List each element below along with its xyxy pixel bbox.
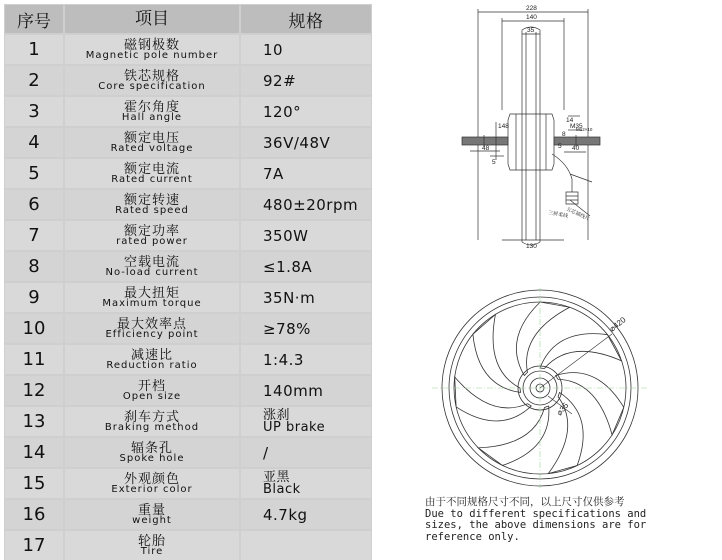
row-item (64, 65, 240, 96)
item-name-cn: 额定功率 (123, 223, 180, 239)
dim-inner-diameter: ⌀35 (554, 400, 571, 418)
item-name-cn: 重量 (137, 502, 166, 518)
row-item (64, 96, 240, 127)
item-name-cn: 空载电流 (123, 254, 180, 270)
wheel-spoke (516, 302, 569, 376)
header-spec: 规格 (240, 4, 372, 34)
item-name-en: Exterior color (111, 483, 193, 495)
row-item (64, 313, 240, 344)
row-spec-value (240, 406, 372, 437)
row-spec-value: 480±20rpm (240, 189, 372, 220)
row-item (64, 189, 240, 220)
front-view-drawing (422, 288, 658, 488)
row-spec-value: 35N·m (240, 282, 372, 313)
row-index: 14 (4, 437, 64, 468)
item-name-en: Magnetic pole number (85, 49, 219, 61)
row-spec-value: ≤1.8A (240, 251, 372, 282)
row-item (64, 220, 240, 251)
row-spec-value: 350W (240, 220, 372, 251)
row-item (64, 282, 240, 313)
row-index: 12 (4, 375, 64, 406)
item-name-en: rated power (116, 235, 188, 247)
row-item (64, 499, 240, 530)
table-header-row (4, 4, 372, 34)
row-index: 16 (4, 499, 64, 530)
table-row (4, 127, 372, 158)
row-index: 7 (4, 220, 64, 251)
row-index: 15 (4, 468, 64, 499)
row-item (64, 127, 240, 158)
item-name-en: Hall angle (121, 111, 183, 123)
item-name-en: No-load current (105, 266, 199, 278)
row-spec-value: 7A (240, 158, 372, 189)
table-row (4, 34, 372, 65)
row-item (64, 375, 240, 406)
row-index: 4 (4, 127, 64, 158)
note-en-2: sizes, the above dimensions are for (425, 519, 647, 531)
table-row (4, 251, 372, 282)
row-spec-value (240, 468, 372, 499)
item-name-cn: 刹车方式 (123, 409, 180, 425)
dim-14: 14 (566, 117, 574, 124)
row-spec-value: / (240, 437, 372, 468)
spec-value-en: Black (263, 481, 301, 497)
wheel-spoke (540, 334, 622, 369)
table-row (4, 189, 372, 220)
item-name-en: Maximum torque (102, 297, 202, 309)
row-item (64, 344, 240, 375)
table-row (4, 499, 372, 530)
reference-note (425, 497, 705, 543)
dim-right-axle: 40 (572, 145, 580, 152)
table-row (4, 468, 372, 499)
dim-total: 228 (526, 5, 537, 12)
row-index: 10 (4, 313, 64, 344)
table-row (4, 437, 372, 468)
row-item (64, 158, 240, 189)
item-name-cn: 霍尔角度 (123, 99, 180, 115)
spec-value-cn: 亚黑 (263, 469, 291, 485)
header-item: 项目 (64, 4, 240, 34)
table-row (4, 96, 372, 127)
item-name-en: Tire (140, 545, 164, 557)
item-name-en: Open size (122, 390, 182, 402)
item-name-en: weight (132, 514, 172, 526)
row-index: 17 (4, 530, 64, 560)
item-name-en: Efficiency point (105, 328, 199, 340)
item-name-cn: 额定电流 (123, 161, 180, 177)
row-item (64, 34, 240, 65)
table-row (4, 375, 372, 406)
row-index: 3 (4, 96, 64, 127)
row-item (64, 437, 240, 468)
row-item (64, 468, 240, 499)
dim-bottom: 130 (526, 243, 537, 250)
row-index: 2 (4, 65, 64, 96)
table-row (4, 406, 372, 437)
row-index: 11 (4, 344, 64, 375)
item-name-cn: 最大扭矩 (123, 285, 180, 301)
dim-outer-diameter: ⌀420 (607, 315, 628, 334)
dim-open: 140 (526, 14, 537, 21)
item-name-cn: 额定电压 (123, 130, 180, 146)
spec-value-cn: 涨刹 (263, 407, 291, 423)
table-row (4, 313, 372, 344)
item-name-cn: 额定转速 (123, 192, 180, 208)
table-row (4, 282, 372, 313)
item-name-en: Braking method (104, 421, 200, 433)
row-spec-value (240, 530, 372, 560)
table-row (4, 65, 372, 96)
note-en-3: reference only. (425, 530, 520, 543)
row-item (64, 530, 240, 560)
dim-hub: 148 (498, 123, 509, 130)
item-name-cn: 减速比 (130, 347, 173, 363)
item-name-cn: 辐条孔 (130, 440, 173, 456)
table-row (4, 344, 372, 375)
item-name-en: Core specification (98, 80, 206, 92)
dim-left-axle: 48 (482, 145, 490, 152)
cable-label-2: 五芯插线片 (565, 206, 591, 223)
row-index: 13 (4, 406, 64, 437)
row-index: 9 (4, 282, 64, 313)
item-name-cn: 开档 (137, 378, 166, 394)
row-spec-value: 92# (240, 65, 372, 96)
item-name-cn: 最大效率点 (116, 316, 187, 332)
row-spec-value: 36V/48V (240, 127, 372, 158)
row-index: 6 (4, 189, 64, 220)
row-index: 5 (4, 158, 64, 189)
row-spec-value: 120° (240, 96, 372, 127)
thread-label: M35 (570, 123, 583, 130)
row-spec-value: ≥78% (240, 313, 372, 344)
row-item (64, 251, 240, 282)
row-index: 8 (4, 251, 64, 282)
dim-left-small: 5 (492, 159, 496, 166)
cable-label-1: 三拼柔线 (547, 210, 569, 220)
wheel-spoke (455, 377, 532, 421)
item-name-cn: 磁钢极数 (123, 37, 180, 53)
header-index: 序号 (4, 4, 64, 34)
row-spec-value: 140mm (240, 375, 372, 406)
item-name-cn: 铁芯规格 (123, 68, 180, 84)
row-spec-value: 1:4.3 (240, 344, 372, 375)
note-cn: 由于不同规格尺寸不同，以上尺寸仅供参考 (425, 496, 625, 508)
item-name-en: Rated voltage (110, 142, 194, 154)
wheel-spoke (478, 406, 549, 465)
item-name-cn: 轮胎 (137, 533, 166, 549)
table-row (4, 158, 372, 189)
note-en-1: Due to different specifications and (425, 507, 647, 520)
row-spec-value: 10 (240, 34, 372, 65)
item-name-en: Rated speed (115, 204, 189, 216)
item-name-en: Rated current (111, 173, 193, 185)
dim-rim: 35 (527, 27, 535, 34)
row-spec-value: 4.7kg (240, 499, 372, 530)
row-item (64, 406, 240, 437)
item-name-cn: 外观颜色 (123, 471, 180, 487)
table-row (4, 220, 372, 251)
spec-value-en: UP brake (263, 419, 326, 435)
item-name-en: Reduction ratio (106, 359, 198, 371)
dim-8: 8 (562, 131, 566, 138)
item-name-en: Spoke hole (119, 452, 185, 464)
table-row (4, 530, 372, 560)
axle-spec: M12×10 (576, 127, 593, 132)
side-view-drawing (460, 4, 610, 250)
spec-table (4, 4, 372, 560)
dim-right-small: 5 (558, 143, 562, 150)
row-index: 1 (4, 34, 64, 65)
